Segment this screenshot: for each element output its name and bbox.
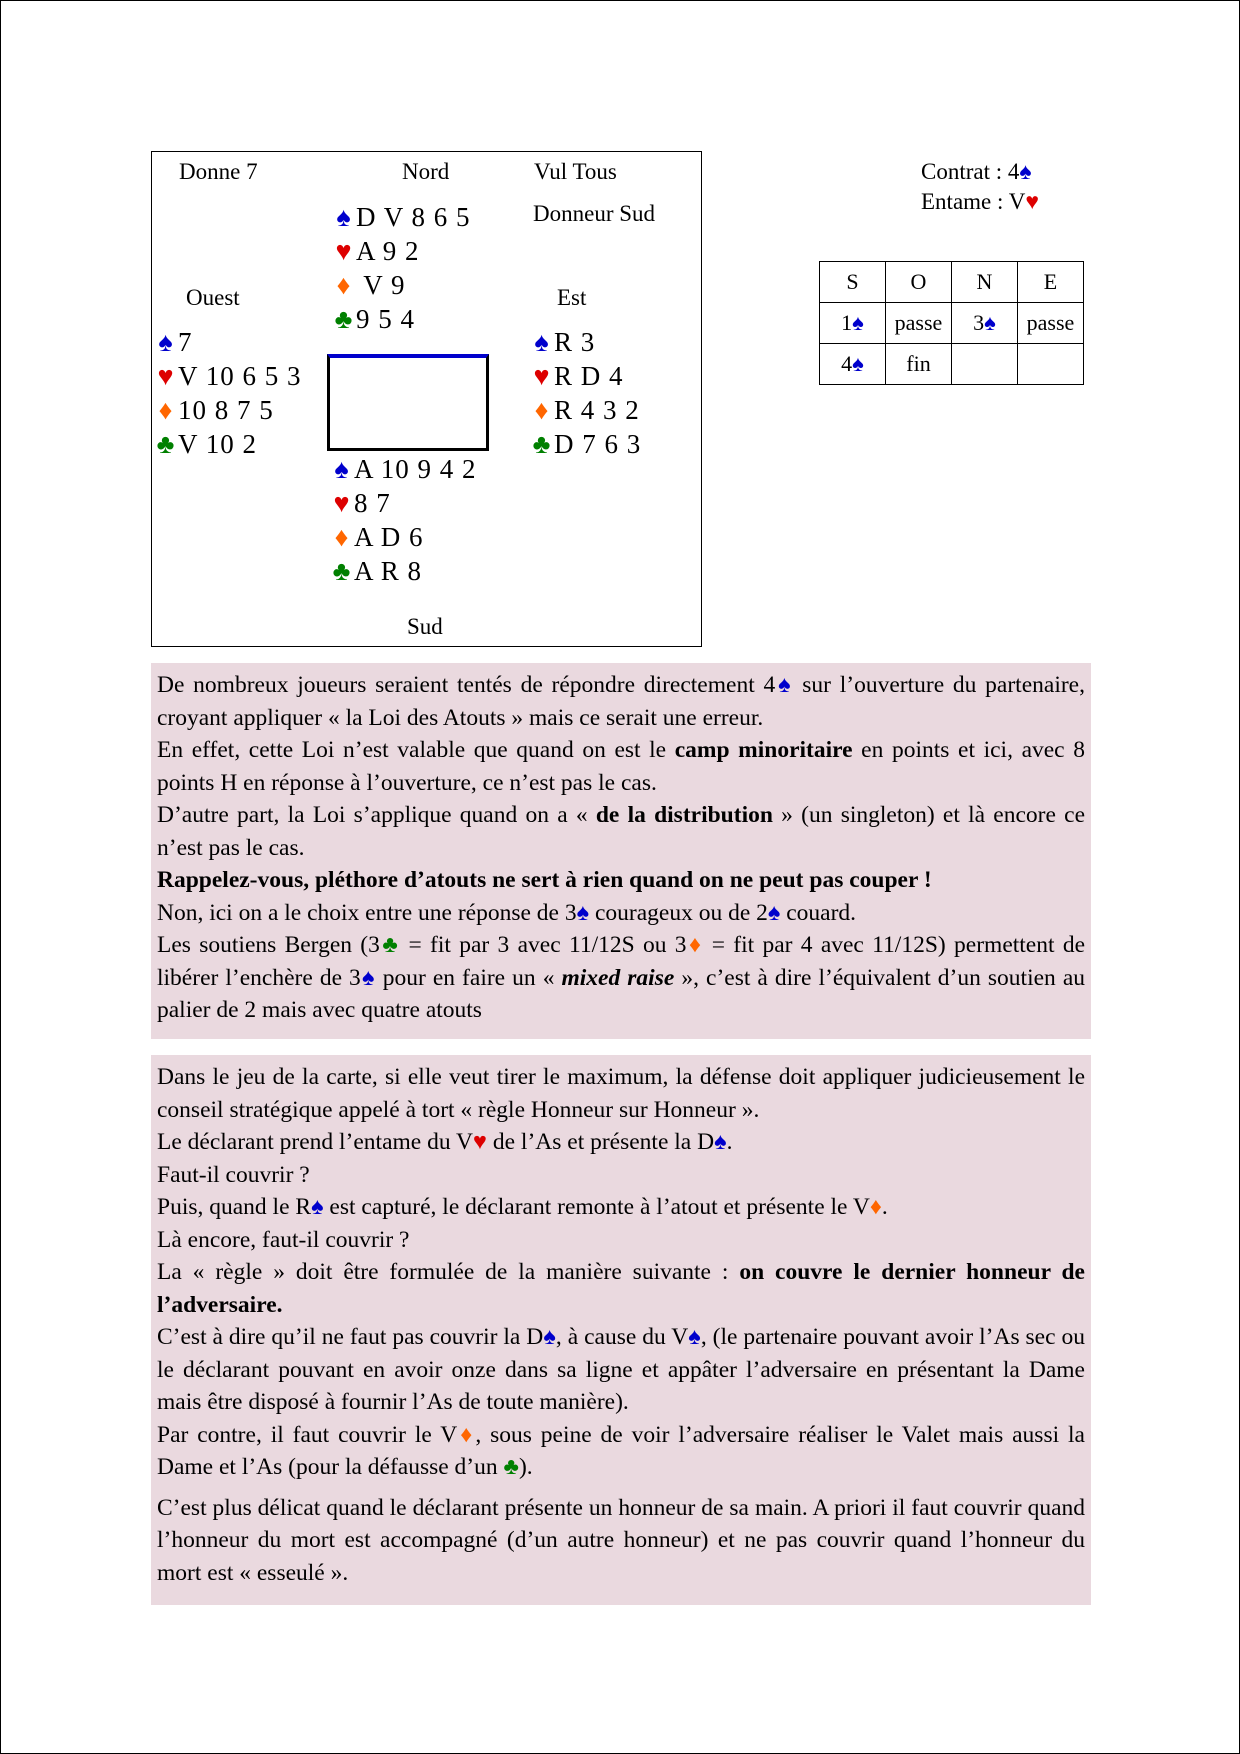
east-clubs: ♣D 7 6 3 — [530, 427, 641, 461]
north-spades: ♠ D V 8 6 5 — [332, 200, 471, 234]
ouest-label: Ouest — [186, 285, 240, 310]
south-hearts: ♥ 8 7 — [330, 486, 477, 520]
paragraph: Là encore, faut-il couvrir ? — [157, 1226, 410, 1253]
heart-icon: ♥ — [333, 488, 351, 518]
paragraph: Rappelez-vous, pléthore d’atouts ne sert à rien quand on ne peut pas couper ! — [157, 867, 932, 893]
spade-icon: ♠ — [714, 1129, 727, 1155]
club-icon: ♣ — [532, 429, 552, 459]
bid-cell: passe — [1018, 303, 1084, 344]
spade-icon: ♠ — [688, 1324, 701, 1350]
west-diamonds: ♦ 10 8 7 5 — [154, 393, 302, 427]
bidding-row — [820, 344, 1084, 385]
paragraph: C’est à dire qu’il ne faut pas couvrir la D♠, à cause du V♠, (le partenaire pouvant avoir l’As sec ou le déclarant pouvant en avoir onze dans sa ligne et appâter l’adversaire en présentant la Dame mais être disposé à fournir l’As de toute manière). — [157, 1324, 1085, 1415]
club-icon: ♣ — [379, 932, 401, 958]
spade-icon: ♠ — [852, 310, 864, 335]
bid-cell: 4♠ — [820, 344, 886, 385]
heart-icon: ♥ — [533, 361, 551, 391]
donneur-label: Donneur Sud — [533, 201, 656, 226]
bid-cell — [952, 344, 1018, 385]
west-hearts: ♥ V 10 6 5 3 — [154, 359, 302, 393]
north-hand — [332, 200, 471, 336]
west-spades: ♠ 7 — [154, 325, 302, 359]
bid-cell: 1♠ — [820, 303, 886, 344]
paragraph: Par contre, il faut couvrir le V♦, sous peine de voir l’adversaire réaliser le Valet mais aussi la Dame et l’As (pour la défausse d’un ♣). — [157, 1421, 1085, 1480]
east-hand — [530, 325, 641, 461]
diamond-icon: ♦ — [869, 1194, 882, 1220]
spade-icon: ♠ — [984, 310, 996, 335]
paragraph: Non, ici on a le choix entre une réponse de 3♠ courageux ou de 2♠ couard. — [157, 899, 857, 926]
diamond-icon: ♦ — [158, 395, 174, 425]
heart-icon: ♥ — [335, 236, 353, 266]
club-icon: ♣ — [156, 429, 176, 459]
bid-cell: passe — [886, 303, 952, 344]
bidding-commentary — [151, 663, 1091, 1039]
bidding-row — [820, 303, 1084, 344]
play-commentary — [151, 1055, 1091, 1605]
club-icon: ♣ — [332, 556, 352, 586]
paragraph: Les soutiens Bergen (3♣ = fit par 3 avec 11/12S ou 3♦ = fit par 4 avec 11/12S) permettent de libérer l’enchère de 3♠ pour en faire un « mixed raise », c’est à dire l’équivalent d’un soutien au palier de 2 mais avec quatre atouts — [157, 932, 1086, 1023]
spade-icon: ♠ — [576, 899, 590, 926]
paragraph: C’est plus délicat quand le déclarant présente un honneur de sa main. A priori il faut couvrir quand l’honneur du mort est accompagné (d’un autre honneur) et ne pas couvrir quand l’honneur du mort est « esseulé ». — [157, 1494, 1085, 1586]
paragraph: La « règle » doit être formulée de la manière suivante : on couvre le dernier honneur de l’adversaire. — [157, 1259, 1085, 1318]
spade-icon: ♠ — [543, 1324, 556, 1350]
east-hearts: ♥ R D 4 — [530, 359, 641, 393]
paragraph: Le déclarant prend l’entame du V♥ de l’As et présente la D♠. — [157, 1129, 733, 1155]
bid-header-s: S — [820, 262, 886, 303]
est-label: Est — [557, 285, 587, 310]
south-hand — [330, 452, 477, 588]
paragraph: De nombreux joueurs seraient tentés de répondre directement 4♠ sur l’ouverture du partenaire, croyant appliquer « la Loi des Atouts » mais ce serait une erreur. — [157, 672, 1085, 731]
paragraph: En effet, cette Loi n’est valable que quand on est le camp minoritaire en points et ici, avec 8 points H en réponse à l’ouverture, ce n’est pas le cas. — [157, 737, 1085, 796]
paragraph: Dans le jeu de la carte, si elle veut tirer le maximum, la défense doit appliquer judicieusement le conseil stratégique appelé à tort « règle Honneur sur Honneur ». — [157, 1064, 1085, 1123]
diamond-icon: ♦ — [457, 1421, 476, 1448]
west-clubs: ♣V 10 2 — [154, 427, 302, 461]
diamond-icon: ♦ — [534, 395, 550, 425]
diamond-icon: ♦ — [336, 270, 352, 300]
spade-icon: ♠ — [767, 899, 781, 926]
spade-icon: ♠ — [1019, 159, 1032, 184]
donne-label: Donne 7 — [179, 159, 258, 184]
bid-cell: fin — [886, 344, 952, 385]
diamond-icon: ♦ — [334, 522, 350, 552]
bid-cell — [1018, 344, 1084, 385]
spade-icon: ♠ — [360, 964, 376, 991]
diamond-icon: ♦ — [686, 932, 704, 958]
bid-header-o: O — [886, 262, 952, 303]
club-icon: ♣ — [334, 304, 354, 334]
south-spades: ♠ A 10 9 4 2 — [330, 452, 477, 486]
contrat-line: Contrat : 4♠ — [921, 159, 1032, 184]
south-diamonds: ♦ A D 6 — [330, 520, 477, 554]
north-diamonds: ♦ V 9 — [332, 268, 471, 302]
spade-icon: ♠ — [334, 454, 350, 484]
sud-label: Sud — [407, 614, 443, 639]
spade-icon: ♠ — [158, 327, 174, 357]
bid-header-n: N — [952, 262, 1018, 303]
north-hearts: ♥ A 9 2 — [332, 234, 471, 268]
entame-line: Entame : V♥ — [921, 189, 1039, 214]
club-icon: ♣ — [503, 1454, 519, 1480]
spade-icon: ♠ — [852, 351, 864, 376]
vul-label: Vul Tous — [534, 159, 617, 184]
heart-icon: ♥ — [157, 361, 175, 391]
bid-cell: 3♠ — [952, 303, 1018, 344]
spade-icon: ♠ — [336, 202, 352, 232]
heart-icon: ♥ — [1025, 189, 1039, 214]
bidding-table — [819, 261, 1084, 385]
north-clubs: ♣9 5 4 — [332, 302, 471, 336]
spade-icon: ♠ — [775, 672, 794, 698]
heart-icon: ♥ — [473, 1129, 487, 1155]
east-spades: ♠ R 3 — [530, 325, 641, 359]
nord-label: Nord — [402, 159, 450, 184]
contract-info — [921, 157, 1039, 217]
spade-icon: ♠ — [311, 1194, 324, 1220]
paragraph: D’autre part, la Loi s’applique quand on a « de la distribution » (un singleton) et là encore ce n’est pas le cas. — [157, 802, 1086, 861]
card-table — [327, 354, 489, 451]
west-hand — [154, 325, 302, 461]
bidding-header-row — [820, 262, 1084, 303]
spade-icon: ♠ — [534, 327, 550, 357]
south-clubs: ♣A R 8 — [330, 554, 477, 588]
paragraph: Faut-il couvrir ? — [157, 1161, 310, 1188]
east-diamonds: ♦ R 4 3 2 — [530, 393, 641, 427]
paragraph: Puis, quand le R♠ est capturé, le déclarant remonte à l’atout et présente le V♦. — [157, 1194, 888, 1220]
bid-header-e: E — [1018, 262, 1084, 303]
